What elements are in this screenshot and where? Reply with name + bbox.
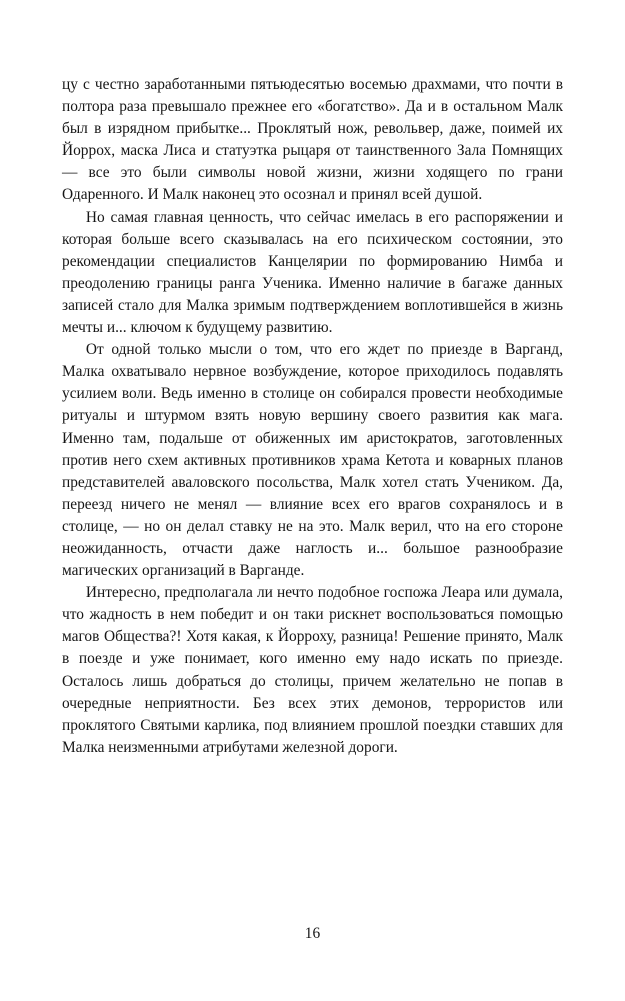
paragraph-3: От одной только мысли о том, что его ждет по приезде в Варганд, Малка охватывало нервное возбуждение, которое приходилось подавлять усилием воли. Ведь именно в столице он собирался провести необходимые ритуалы и штурмом взять новую вершину своего развития как мага. Именно там, подальше от обиженных им аристократов, заготовленных против него схем активных противников храма Кетота и коварных планов представителей аваловского посольства, Малк хотел стать Учеником. Да, переезд ничего не менял — влияние всех его врагов сохранялось и в столице, — но он делал ставку не на это. Малк верил, что на его стороне неожиданность, отчасти даже наглость и... большое разнообразие магических организаций в Варганде. bbox=[62, 341, 563, 580]
paragraph-2: Но самая главная ценность, что сейчас имелась в его распоряжении и которая больше всего сказывалась на его психическом состоянии, это рекомендации специалистов Канцелярии по формированию Нимба и преодолению границы ранга Ученика. Именно наличие в багаже данных записей стало для Малка зримым подтверждением воплотившейся в жизнь мечты и... ключом к будущему развитию. bbox=[62, 208, 563, 337]
page-body bbox=[62, 74, 563, 759]
paragraph-1: цу с честно заработанными пятьюдесятью восемью драхмами, что почти в полтора раза превышало прежнее его «богатство». Да и в остальном Малк был в изрядном прибытке... Проклятый нож, револьвер, даже, поимей их Йоррох, маска Лиса и статуэтка рыцаря от таинственного Зала Помнящих — все это были символы новой жизни, жизни ходящего по грани Одаренного. И Малк наконец это осознал и принял всей душой. bbox=[62, 76, 563, 204]
paragraph-4: Интересно, предполагала ли нечто подобное госпожа Леара или думала, что жадность в нем победит и он таки рискнет воспользоваться помощью магов Общества?! Хотя какая, к Йорроху, разница! Решение принято, Малк в поезде и уже понимает, кого именно ему надо искать по приезде. Осталось лишь добраться до столицы, причем желательно не попав в очередные неприятности. Без всех этих демонов, террористов или проклятого Святыми карлика, под влиянием прошлой поездки ставших для Малка неизменными атрибутами железной дороги. bbox=[62, 584, 563, 756]
page-number: 16 bbox=[304, 925, 321, 942]
